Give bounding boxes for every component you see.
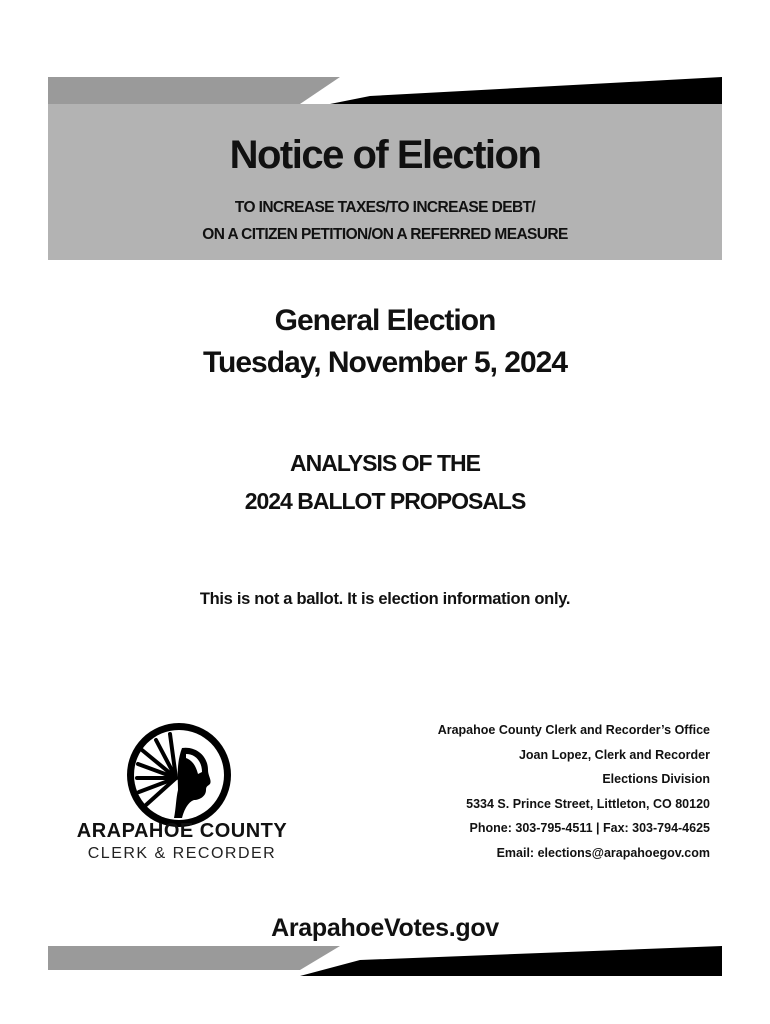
subtitle-line-2: ON A CITIZEN PETITION/ON A REFERRED MEASURE: [202, 226, 568, 243]
contact-address: 5334 S. Prince Street, Littleton, CO 80120: [466, 796, 710, 811]
contact-phone-fax: Phone: 303-795-4511 | Fax: 303-794-4625: [469, 821, 710, 835]
bottom-gray-stripe: [48, 946, 340, 970]
contact-block: [350, 720, 710, 867]
analysis-heading-line-2: 2024 BALLOT PROPOSALS: [244, 488, 526, 514]
not-a-ballot-notice: This is not a ballot. It is election information only.: [199, 590, 571, 608]
top-black-stripe: [330, 77, 722, 104]
page-title: Notice of Election: [229, 133, 541, 177]
subtitle-line-1: TO INCREASE TAXES/TO INCREASE DEBT/: [234, 199, 536, 216]
contact-email: Email: elections@arapahoegov.com: [496, 845, 710, 860]
analysis-heading-line-1: ANALYSIS OF THE: [290, 450, 480, 476]
top-gray-stripe: [48, 77, 340, 104]
election-date: Tuesday, November 5, 2024: [202, 346, 568, 379]
contact-clerk: Joan Lopez, Clerk and Recorder: [518, 747, 710, 762]
contact-division: Elections Division: [602, 772, 710, 786]
election-name: General Election: [274, 304, 496, 337]
arapahoe-seal-icon: [124, 720, 234, 830]
county-name: ARAPAHOE COUNTY: [76, 820, 288, 842]
bottom-black-stripe: [300, 946, 722, 976]
contact-office: Arapahoe County Clerk and Recorder’s Office: [437, 723, 710, 737]
office-name: CLERK & RECORDER: [87, 845, 277, 862]
website-link[interactable]: ArapahoeVotes.gov: [271, 914, 499, 942]
